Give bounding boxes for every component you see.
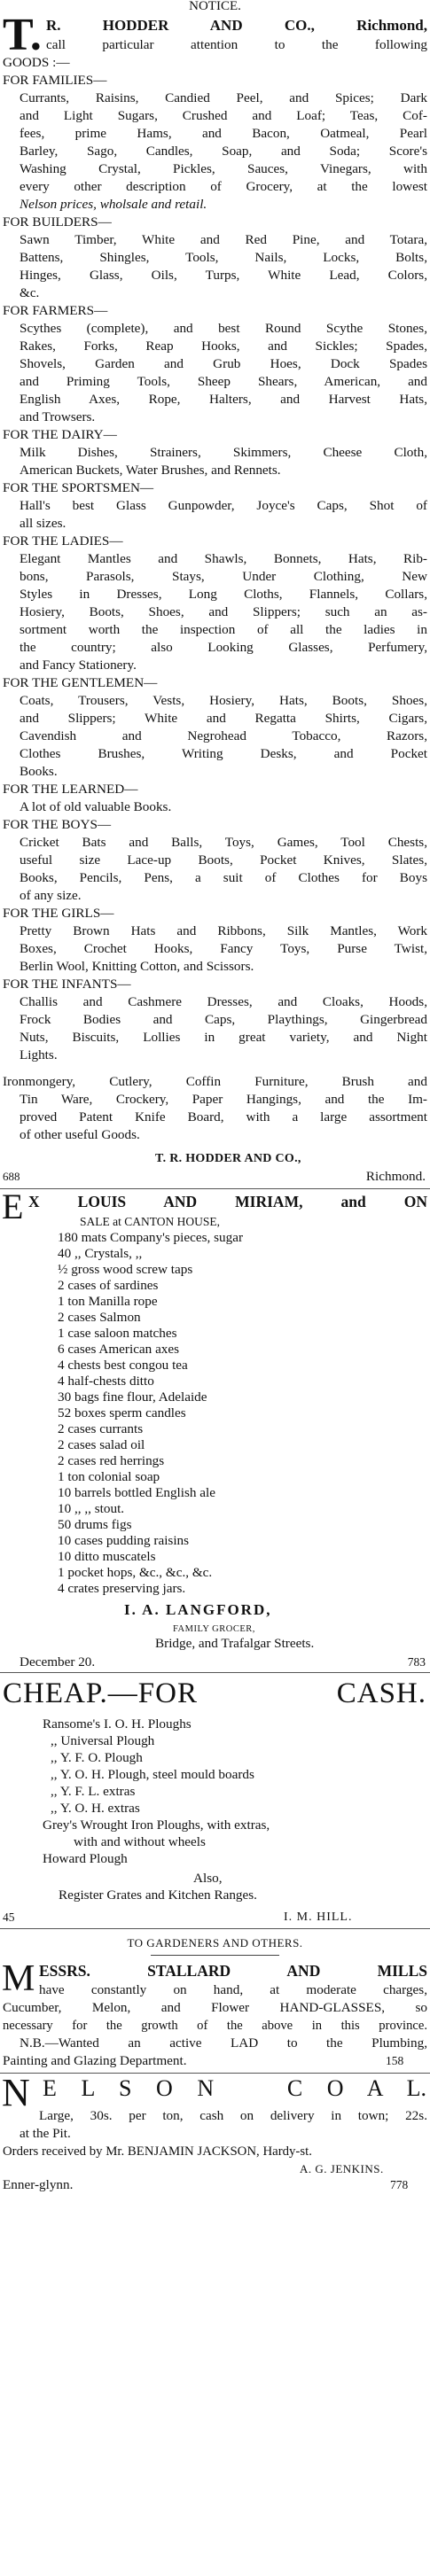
langford-name: I. A. LANGFORD,	[124, 1601, 272, 1618]
section-line: every other description of Grocery, at the lowest	[20, 179, 427, 194]
hill-headline: CHEAP.—FOR CASH.	[3, 1677, 426, 1709]
hill-ad-number: 45	[3, 1911, 15, 1924]
section-line: Elegant Mantles and Shawls, Bonnets, Hats, Rib-	[20, 551, 427, 566]
section-line: Books.	[20, 764, 58, 779]
divider	[0, 1928, 430, 1929]
sale-item: 30 bags fine flour, Adelaide	[58, 1389, 207, 1405]
section-line: Boxes, Crochet Hooks, Fancy Toys, Purse Twist,	[20, 941, 427, 956]
plough-item: Howard Plough	[43, 1851, 128, 1866]
coal-agent: A. G. JENKINS.	[300, 2162, 384, 2175]
stallard-heading: TO GARDENERS AND OTHERS.	[127, 1936, 303, 1950]
section-line: Coats, Trousers, Vests, Hosiery, Hats, Boots, Shoes,	[20, 693, 427, 708]
section-heading: FOR THE LEARNED—	[3, 782, 138, 797]
plough-item: ,, Y. O. H. extras	[51, 1801, 140, 1816]
drop-cap-e: E	[2, 1187, 24, 1226]
goods-heading: GOODS :—	[3, 55, 70, 70]
section-line: and Fancy Stationery.	[20, 658, 137, 673]
hodder-ad-number: 688	[3, 1170, 20, 1183]
sale-item: 1 case saloon matches	[58, 1326, 177, 1341]
section-heading: FOR THE GIRLS—	[3, 906, 114, 921]
section-heading: FOR THE BOYS—	[3, 817, 112, 832]
hill-register: Register Grates and Kitchen Ranges.	[59, 1887, 257, 1903]
section-line: the country; also Looking Glasses, Perfumery,	[20, 640, 427, 655]
section-line: Nuts, Biscuits, Lollies in great variety, and Night	[20, 1030, 427, 1045]
sale-item: 2 cases of sardines	[58, 1278, 159, 1293]
stallard-headline: ESSRS. STALLARD AND MILLS	[39, 1962, 427, 1980]
section-line: and Slippers; White and Regatta Shirts, Cigars,	[20, 711, 427, 726]
drop-cap-t: T.	[3, 10, 42, 60]
sale-item: 4 chests best congou tea	[58, 1358, 188, 1373]
langford-title: FAMILY GROCER,	[173, 1624, 255, 1634]
langford-date: December 20.	[20, 1654, 96, 1669]
plough-item: with and without wheels	[74, 1834, 206, 1849]
section-line: Shovels, Garden and Grub Hoes, Dock Spades	[20, 356, 427, 371]
section-line: English Axes, Rope, Halters, and Harvest Hats,	[20, 392, 427, 407]
divider	[0, 2073, 430, 2074]
section-line: Barley, Sago, Candles, Soap, and Soda; Score's	[20, 144, 427, 159]
rule	[151, 1955, 279, 1956]
notice-heading: NOTICE.	[189, 0, 241, 13]
sale-item: 2 cases salad oil	[58, 1437, 145, 1452]
sale-item: 6 cases American axes	[58, 1342, 180, 1357]
section-line: Books, Pencils, Pens, a suit of Clothes for Boys	[20, 870, 427, 885]
section-line: Scythes (complete), and best Round Scythe Stones,	[20, 321, 427, 336]
section-line: &c.	[20, 285, 40, 300]
section-heading: FOR FARMERS—	[3, 303, 108, 318]
plough-item: ,, Y. F. O. Plough	[51, 1750, 143, 1765]
plough-item: ,, Universal Plough	[51, 1733, 155, 1748]
section-line: and Priming Tools, Sheep Shears, American, and	[20, 374, 427, 389]
langford-address: Bridge, and Trafalgar Streets.	[155, 1636, 315, 1651]
sale-item: 2 cases Salmon	[58, 1310, 141, 1325]
section-line: Cricket Bats and Balls, Toys, Games, Tool Chests,	[20, 835, 427, 850]
section-heading: FOR THE INFANTS—	[3, 977, 131, 992]
stallard-line: Cucumber, Melon, and Flower HAND-GLASSES, so	[3, 2000, 427, 2015]
sale-item: 10 barrels bottled English ale	[58, 1485, 215, 1500]
stallard-line: N.B.—Wanted an active LAD to the Plumbing,	[20, 2035, 427, 2051]
section-line: Rakes, Forks, Reap Hooks, and Sickles; Spades,	[20, 339, 427, 354]
hodder-intro-line: call particular attention to the following	[46, 37, 427, 52]
stallard-line: necessary for the growth of the above in this province.	[3, 2019, 427, 2033]
section-line: Frock Bodies and Caps, Playthings, Gingerbread	[20, 1012, 427, 1027]
hodder-advertisement	[0, 0, 430, 1142]
hodder-place: Richmond.	[365, 1169, 426, 1184]
section-line: all sizes.	[20, 516, 66, 531]
section-line: and Trowsers.	[20, 409, 96, 424]
section-line: Challis and Cashmere Dresses, and Cloaks, Hoods,	[20, 994, 427, 1009]
sale-item: 1 pocket hops, &c., &c., &c.	[58, 1565, 213, 1580]
section-line: Currants, Raisins, Candied Peel, and Spices; Dark	[20, 90, 427, 105]
stallard-line: have constantly on hand, at moderate charges,	[39, 1982, 427, 1997]
section-line: Pretty Brown Hats and Ribbons, Silk Mantles, Work	[20, 923, 427, 938]
langford-ad-number: 783	[407, 1655, 426, 1669]
plough-item: Grey's Wrought Iron Ploughs, with extras,	[43, 1817, 270, 1833]
section-heading: FOR THE SPORTSMEN—	[3, 480, 154, 495]
divider	[0, 1188, 430, 1189]
section-line: fees, prime Hams, and Bacon, Oatmeal, Pearl	[20, 126, 427, 141]
section-line: American Buckets, Water Brushes, and Rennets.	[20, 463, 281, 478]
plough-item: ,, Y. O. H. Plough, steel mould boards	[51, 1767, 254, 1782]
coal-headline: E L S O N C O A L.	[43, 2075, 426, 2101]
section-line: Berlin Wool, Knitting Cotton, and Scissors.	[20, 959, 254, 974]
section-heading: FOR FAMILIES—	[3, 73, 107, 88]
closing-line: Ironmongery, Cutlery, Coffin Furniture, Brush and	[3, 1074, 427, 1089]
sale-item: 4 crates preserving jars.	[58, 1581, 186, 1596]
section-line: Styles in Dresses, Long Cloths, Flannels, Collars,	[20, 587, 427, 602]
sale-item: 40 ,, Crystals, ,,	[58, 1246, 143, 1261]
section-line: Hosiery, Boots, Shoes, and Slippers; such an as-	[20, 604, 427, 619]
sale-item: 10 ditto muscatels	[58, 1549, 156, 1564]
closing-line: Tin Ware, Crockery, Paper Hangings, and the Im-	[20, 1092, 427, 1107]
section-line: Lights.	[20, 1047, 58, 1062]
hill-also: Also,	[193, 1871, 223, 1886]
section-line: Hinges, Glass, Oils, Turps, White Lead, Colors,	[20, 268, 427, 283]
plough-item: Ransome's I. O. H. Ploughs	[43, 1716, 192, 1732]
coal-place: Enner-glynn.	[3, 2177, 74, 2192]
section-line: Clothes Brushes, Writing Desks, and Pocket	[20, 746, 427, 761]
section-line: Nelson prices, wholsale and retail.	[20, 197, 207, 212]
section-heading: FOR THE LADIES—	[3, 533, 123, 549]
section-line: of any size.	[20, 888, 82, 903]
sale-item: ½ gross wood screw taps	[58, 1262, 193, 1277]
sale-item: 10 cases pudding raisins	[58, 1533, 190, 1548]
coal-orders: Orders received by Mr. BENJAMIN JACKSON, Hardy-st.	[3, 2144, 312, 2159]
sale-item: 180 mats Company's pieces, sugar	[58, 1230, 243, 1245]
section-line: and Light Sugars, Crushed and Loaf; Teas, Cof-	[20, 108, 427, 123]
sale-item: 10 ,, ,, stout.	[58, 1501, 125, 1516]
sale-item: 2 cases currants	[58, 1421, 144, 1436]
plough-item: ,, Y. F. L. extras	[51, 1784, 136, 1799]
sale-item: 1 ton colonial soap	[58, 1469, 160, 1484]
stallard-ad-number: 158	[386, 2054, 404, 2067]
section-line: Milk Dishes, Strainers, Skimmers, Cheese Cloth,	[20, 445, 427, 460]
hodder-signature: T. R. HODDER AND CO.,	[155, 1152, 301, 1165]
section-line: useful size Lace-up Boots, Pocket Knives, Slates,	[20, 852, 427, 868]
section-line: Sawn Timber, White and Red Pine, and Totara,	[20, 232, 427, 247]
closing-line: proved Patent Knife Board, with a large assortment	[20, 1109, 427, 1125]
hill-name: I. M. HILL.	[284, 1911, 353, 1924]
hodder-name-line: R. HODDER AND CO., Richmond,	[46, 17, 427, 34]
coal-ad-number: 778	[390, 2178, 409, 2191]
closing-line: of other useful Goods.	[20, 1127, 140, 1142]
section-heading: FOR BUILDERS—	[3, 214, 112, 230]
coal-line: Large, 30s. per ton, cash on delivery in town; 22s.	[39, 2108, 427, 2123]
sale-item: 52 boxes sperm candles	[58, 1405, 186, 1420]
sale-item: 50 drums figs	[58, 1517, 132, 1532]
drop-cap-m: M	[2, 1958, 35, 1999]
sale-item: 4 half-chests ditto	[58, 1374, 154, 1389]
section-line: Battens, Shingles, Tools, Nails, Locks, Bolts,	[20, 250, 427, 265]
drop-cap-n: N	[2, 2071, 30, 2114]
section-line: sortment worth the inspection of all the ladies in	[20, 622, 427, 637]
coal-line: at the Pit.	[20, 2126, 71, 2141]
divider	[0, 1672, 430, 1673]
sale-item: 2 cases red herrings	[58, 1453, 165, 1468]
langford-subheadline: SALE at CANTON HOUSE,	[80, 1215, 220, 1228]
section-heading: FOR THE DAIRY—	[3, 427, 117, 442]
section-heading: FOR THE GENTLEMEN—	[3, 675, 158, 690]
section-line: A lot of old valuable Books.	[20, 799, 172, 814]
section-line: Hall's best Glass Gunpowder, Joyce's Caps, Shot of	[20, 498, 427, 513]
stallard-last-line: Painting and Glazing Department.	[3, 2053, 187, 2068]
section-line: Washing Crystal, Pickles, Sauces, Vinegars, with	[20, 161, 427, 176]
section-line: Cavendish and Negrohead Tobacco, Razors,	[20, 728, 427, 743]
langford-headline: X LOUIS AND MIRIAM, and ON	[28, 1193, 427, 1210]
section-line: bons, Parasols, Stays, Under Clothing, New	[20, 569, 427, 584]
sale-item: 1 ton Manilla rope	[58, 1294, 158, 1309]
